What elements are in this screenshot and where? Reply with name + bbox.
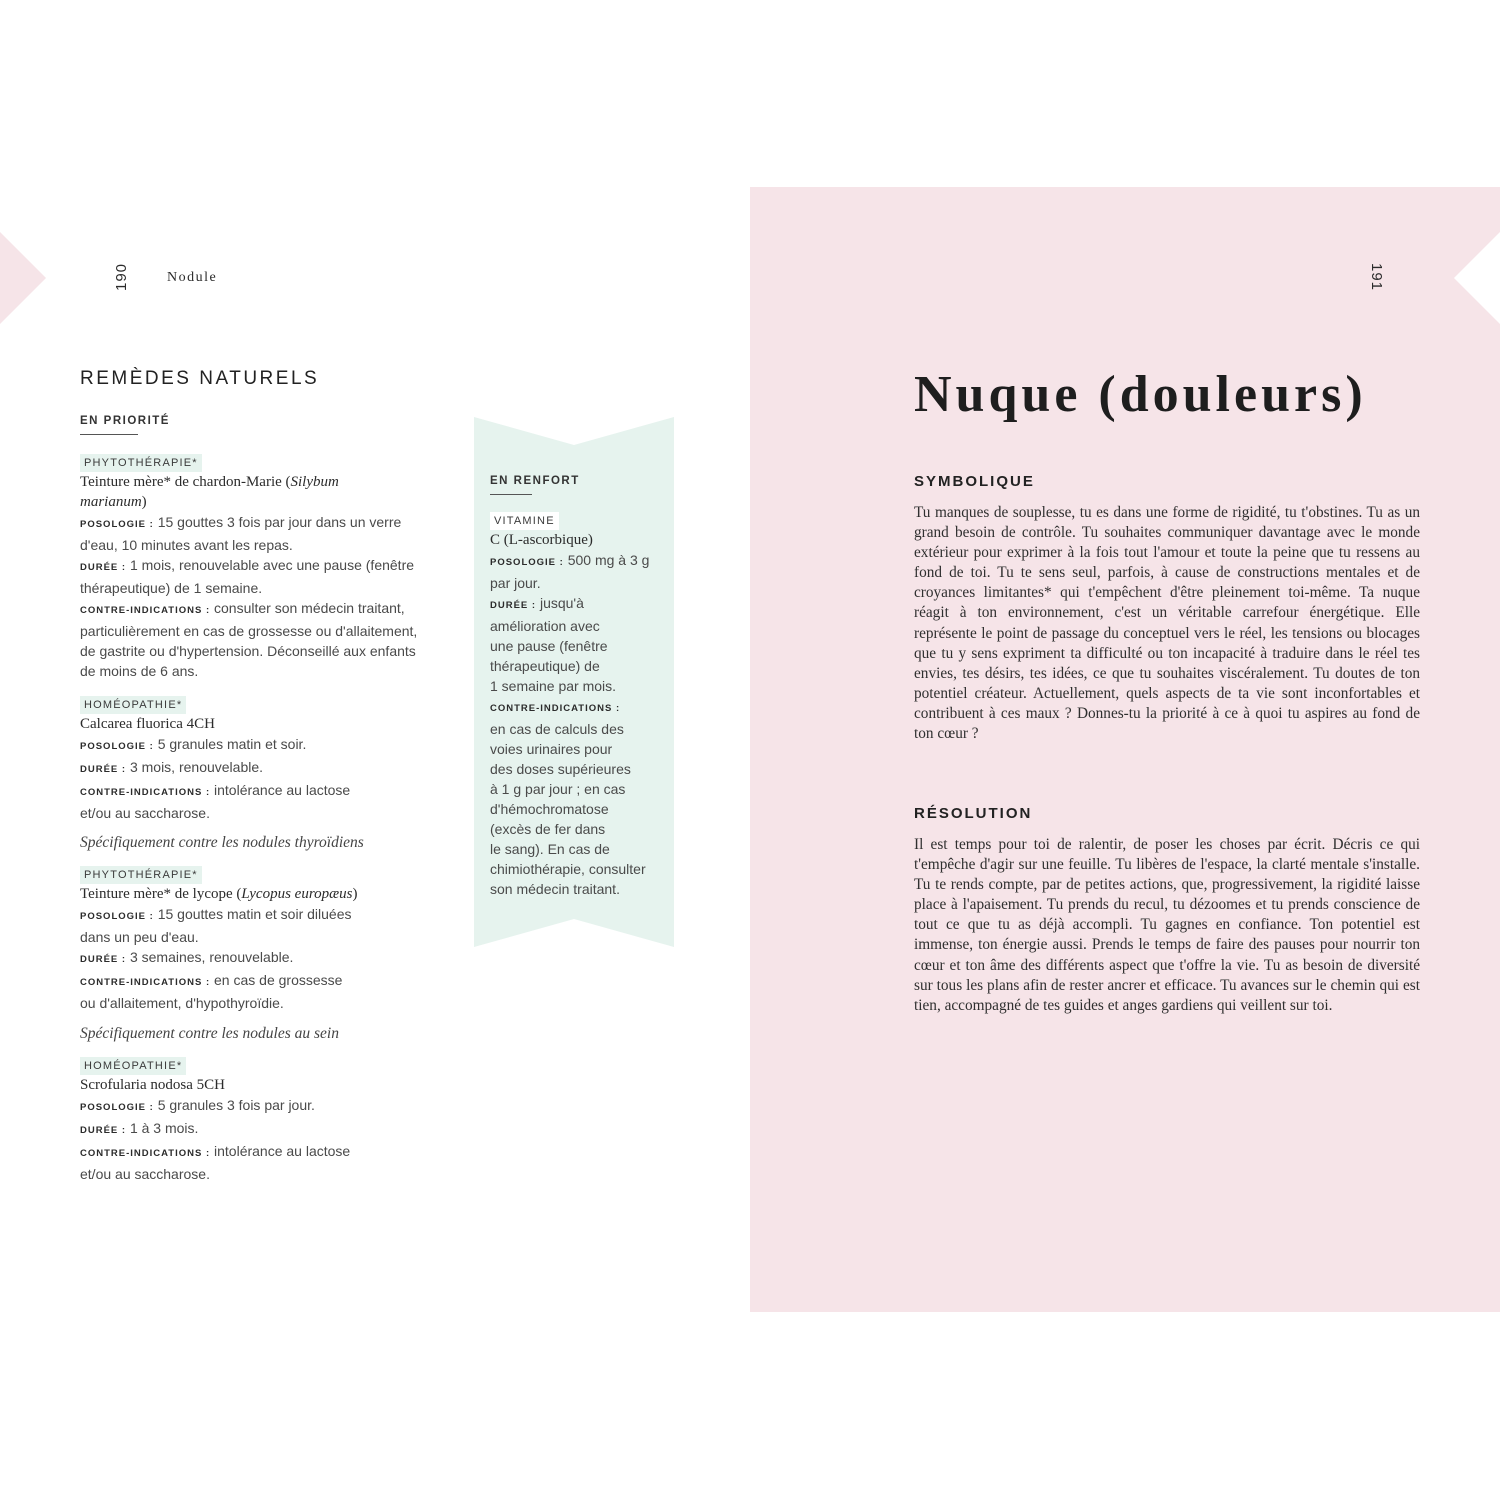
contre-indications-cont: (excès de fer dans <box>490 821 606 837</box>
contre-indications-cont: de moins de 6 ans. <box>80 663 199 679</box>
remedy-tag: PHYTOTHÉRAPIE* <box>80 866 202 884</box>
page-title: Nuque (douleurs) <box>914 366 1367 423</box>
remedy-tag: PHYTOTHÉRAPIE* <box>80 454 202 472</box>
contre-indications-cont: à 1 g par jour ; en cas <box>490 781 626 797</box>
renfort-box <box>490 475 649 899</box>
remedy-name: Teinture mère* de lycope (Lycopus europæus) <box>80 886 358 902</box>
contre-indications-cont: et/ou au saccharose. <box>80 805 210 821</box>
duree-cont: thérapeutique) de 1 semaine. <box>80 580 263 596</box>
renfort-rule <box>490 494 532 495</box>
remedy-tag: HOMÉOPATHIE* <box>80 1057 186 1075</box>
renfort-tag: VITAMINE <box>490 512 559 530</box>
posologie: POSOLOGIE : 15 gouttes matin et soir diluées <box>80 906 352 922</box>
priority-title: EN PRIORITÉ <box>80 415 170 427</box>
left-page-number: 190 <box>112 262 130 292</box>
contre-indications: CONTRE-INDICATIONS : en cas de grossesse <box>80 972 343 988</box>
right-page-tab-marker <box>1454 232 1500 324</box>
contre-indications-cont: ou d'allaitement, d'hypothyroïdie. <box>80 995 284 1011</box>
contre-indications-cont: des doses supérieures <box>490 761 631 777</box>
duree: DURÉE : 3 semaines, renouvelable. <box>80 949 294 965</box>
posologie: POSOLOGIE : 15 gouttes 3 fois par jour dans un verre <box>80 514 402 530</box>
specific-thyroid-heading: Spécifiquement contre les nodules thyroïdiens <box>80 834 364 851</box>
contre-indications: CONTRE-INDICATIONS : consulter son médecin traitant, <box>80 600 405 616</box>
duree: DURÉE : jusqu'à <box>490 595 584 611</box>
contre-indications: CONTRE-INDICATIONS : intolérance au lactose <box>80 1143 351 1159</box>
remedy-homeo-calcarea <box>80 695 350 823</box>
posologie-cont: d'eau, 10 minutes avant les repas. <box>80 537 293 553</box>
contre-indications-label: CONTRE-INDICATIONS : <box>490 703 621 714</box>
contre-indications-cont: particulièrement en cas de grossesse ou d'allaitement, <box>80 623 418 639</box>
remedy-tag: HOMÉOPATHIE* <box>80 696 186 714</box>
remedy-homeo-scrofularia <box>80 1056 350 1184</box>
contre-indications-cont: le sang). En cas de <box>490 841 610 857</box>
renfort-name: C (L-ascorbique) <box>490 532 593 548</box>
contre-indications-cont: son médecin traitant. <box>490 881 620 897</box>
renfort-title: EN RENFORT <box>490 475 580 487</box>
duree-cont: amélioration avec <box>490 618 600 634</box>
contre-indications-cont: de gastrite ou d'hypertension. Déconseillé aux enfants <box>80 643 416 659</box>
remedy-name-cont: marianum) <box>80 494 147 510</box>
resolution-text: Il est temps pour toi de ralentir, de poser les choses par écrit. Décris ce qui t'empêche d'agir sur une feuille. Tu libères de l'espace, la clarté mentale s'installe. Tu te rends compte, par de petites actions, que, progressivement, la rigidité laisse place à l'apaisement. Tu prends du recul, tu dézoomes et tu prends conscience de tout ce que tu as déjà accompli. Tu gagnes en confiance. Ton potentiel est immense, ton énergie aussi. Prends le temps de faire des pauses pour nourrir ton cœur et ton âme des différents aspect que t'offre la vie. Tu as besoin de diversité sur tous les plans afin de rester ancrer et efficace. Tu avances sur le chemin qui est tien, accompagné de tes guides et anges gardiens qui veillent sur toi. <box>914 836 1420 1014</box>
contre-indications: CONTRE-INDICATIONS : intolérance au lactose <box>80 782 351 798</box>
contre-indications-cont: chimiothérapie, consulter <box>490 861 646 877</box>
duree: DURÉE : 3 mois, renouvelable. <box>80 759 264 775</box>
remedy-phyto-chardon <box>80 453 417 681</box>
contre-indications-cont: d'hémochromatose <box>490 801 609 817</box>
left-page-tab-marker <box>0 232 46 324</box>
priority-heading <box>80 415 170 435</box>
posologie: POSOLOGIE : 5 granules matin et soir. <box>80 736 307 752</box>
remedy-name: Calcarea fluorica 4CH <box>80 716 215 732</box>
remedy-name: Scrofularia nodosa 5CH <box>80 1077 225 1093</box>
specific-breast-heading: Spécifiquement contre les nodules au sein <box>80 1025 339 1042</box>
duree-cont: 1 semaine par mois. <box>490 678 617 694</box>
duree-cont: thérapeutique) de <box>490 658 600 674</box>
section-title: REMÈDES NATURELS <box>80 368 320 389</box>
duree: DURÉE : 1 à 3 mois. <box>80 1120 199 1136</box>
contre-indications-cont: en cas de calculs des <box>490 721 624 737</box>
priority-rule <box>80 434 138 435</box>
duree-cont: une pause (fenêtre <box>490 638 608 654</box>
posologie-cont: par jour. <box>490 575 541 591</box>
posologie: POSOLOGIE : 5 granules 3 fois par jour. <box>80 1097 315 1113</box>
running-head: Nodule <box>167 270 218 285</box>
contre-indications-cont: voies urinaires pour <box>490 741 613 757</box>
posologie-cont: dans un peu d'eau. <box>80 929 199 945</box>
posologie: POSOLOGIE : 500 mg à 3 g <box>490 552 650 568</box>
remedy-name: Teinture mère* de chardon-Marie (Silybum <box>80 474 339 490</box>
right-page-number: 191 <box>1368 262 1386 292</box>
contre-indications-cont: et/ou au saccharose. <box>80 1166 210 1182</box>
symbolique-text: Tu manques de souplesse, tu es dans une forme de rigidité, tu t'obstines. Tu as un grand besoin de contrôle. Tu souhaites communiquer davantage avec le monde extérieur pour exprimer à la fois tout l'amour et toute la peine que tu ressens au fond de toi. Tu te sens seul, parfois, à cause de constructions mentales et de croyances limitantes* qui t'empêchent d'être pleinement toi-même. Ta nuque réagit à ton environnement, c'est un véritable carrefour énergétique. Elle représente le point de passage du conceptuel vers le réel, les tensions ou blocages que tu y sens expriment ta difficulté ou ton incapacité à traduire dans le réel tes envies, tes désirs, tes idées, ce que tu souhaites viscéralement. Tu doutes de ton potentiel créateur. Actuellement, quels aspects de ta vie sont inconfortables et contribuent à ces maux ? Donnes-tu la priorité à ce à quoi tu aspires au fond de ton cœur ? <box>914 504 1420 743</box>
resolution-title: RÉSOLUTION <box>914 805 1033 822</box>
symbolique-title: SYMBOLIQUE <box>914 473 1035 490</box>
duree: DURÉE : 1 mois, renouvelable avec une pause (fenêtre <box>80 557 415 573</box>
remedy-phyto-lycope <box>80 865 357 1013</box>
right-page-background <box>750 187 1500 1312</box>
